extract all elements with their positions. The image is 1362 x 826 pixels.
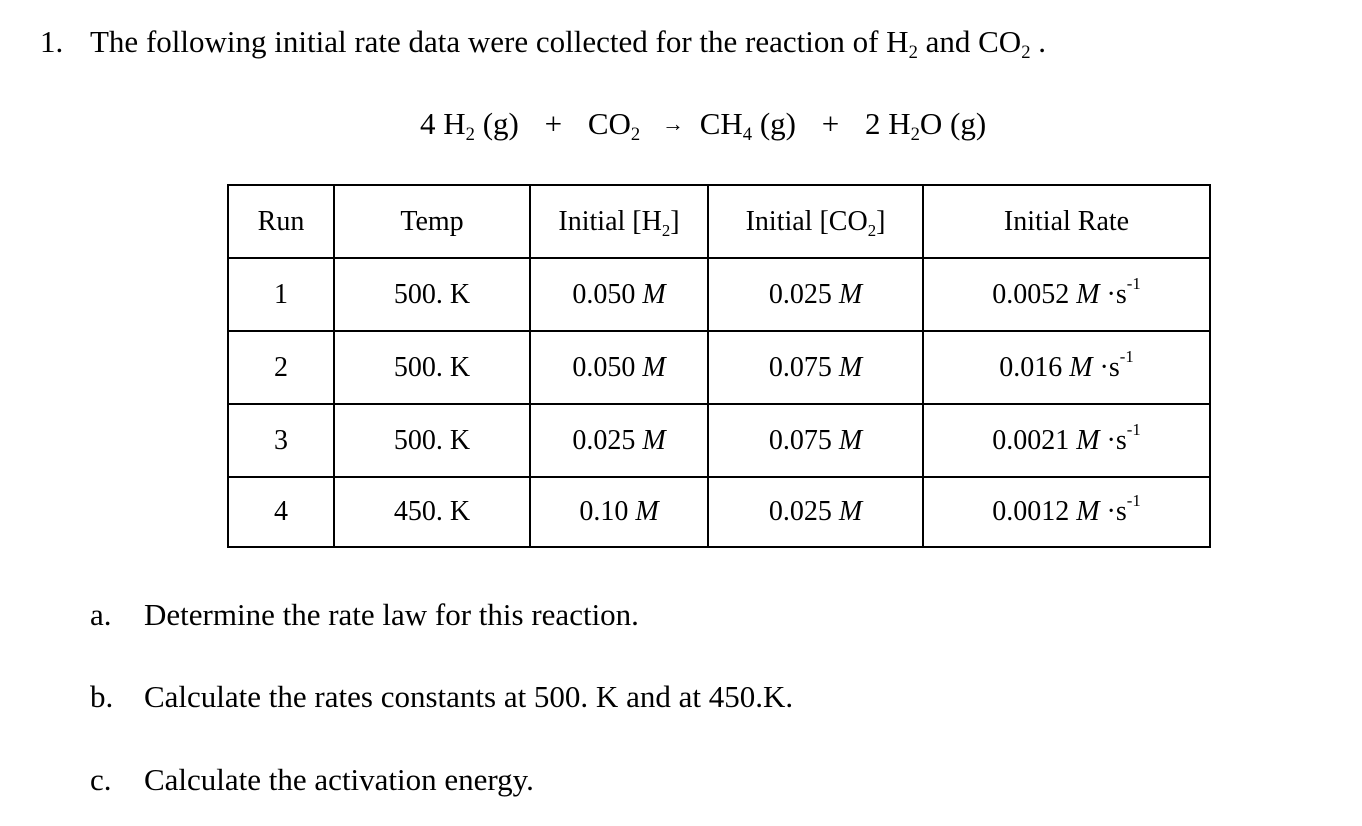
- cell-run: 3: [228, 404, 334, 477]
- cell-temp: 450. K: [334, 477, 530, 547]
- cell-rate: 0.0021 $M \cdot s^{-1}$: [923, 404, 1210, 477]
- question-line: [0, 0, 1362, 90]
- header-initial-h2: Initial $[H_2]$: [530, 185, 708, 258]
- part-text: Determine the rate law for this reaction.: [144, 597, 639, 632]
- reaction-arrow-icon: →: [661, 111, 684, 136]
- cell-run: 1: [228, 258, 334, 331]
- part-label: b.: [90, 679, 114, 714]
- cell-rate: 0.0052 $M \cdot s^{-1}$: [923, 258, 1210, 331]
- cell-co2: 0.025 M: [708, 258, 923, 331]
- cell-temp: 500. K: [334, 404, 530, 477]
- part-label: a.: [90, 597, 112, 632]
- header-initial-rate: Initial Rate: [923, 185, 1210, 258]
- header-run: Run: [228, 185, 334, 258]
- cell-co2: 0.025 M: [708, 477, 923, 547]
- part-text: Calculate the rates constants at 500. K and at 450.K.: [144, 679, 794, 714]
- chemical-equation: 4 $H_2$ $(g) + CO_2 \to CH_4$ (g) + 2 $H_2O$ (g): [420, 106, 987, 145]
- table-row: [228, 477, 1210, 547]
- question-text: The following initial rate data were collected for the reaction of $H_2$ and $CO_2$ .: [90, 24, 1046, 63]
- header-initial-co2: Initial $[CO_2]$: [708, 185, 923, 258]
- cell-h2: 0.025 M: [530, 404, 708, 477]
- part-text: Calculate the activation energy.: [144, 762, 534, 797]
- table-header-row: [228, 185, 1210, 258]
- question-number: 1.: [40, 24, 64, 59]
- rate-data-table: [227, 184, 1211, 548]
- cell-rate: 0.016 $M \cdot s^{-1}$: [923, 331, 1210, 404]
- table-row: [228, 404, 1210, 477]
- cell-h2: 0.050 M: [530, 258, 708, 331]
- cell-run: 2: [228, 331, 334, 404]
- cell-h2: 0.10 M: [530, 477, 708, 547]
- cell-run: 4: [228, 477, 334, 547]
- cell-temp: 500. K: [334, 258, 530, 331]
- cell-co2: 0.075 M: [708, 331, 923, 404]
- cell-temp: 500. K: [334, 331, 530, 404]
- header-temp: Temp: [334, 185, 530, 258]
- table-row: [228, 331, 1210, 404]
- part-label: c.: [90, 762, 112, 797]
- table-row: [228, 258, 1210, 331]
- cell-rate: 0.0012 $M \cdot s^{-1}$: [923, 477, 1210, 547]
- cell-h2: 0.050 M: [530, 331, 708, 404]
- cell-co2: 0.075 M: [708, 404, 923, 477]
